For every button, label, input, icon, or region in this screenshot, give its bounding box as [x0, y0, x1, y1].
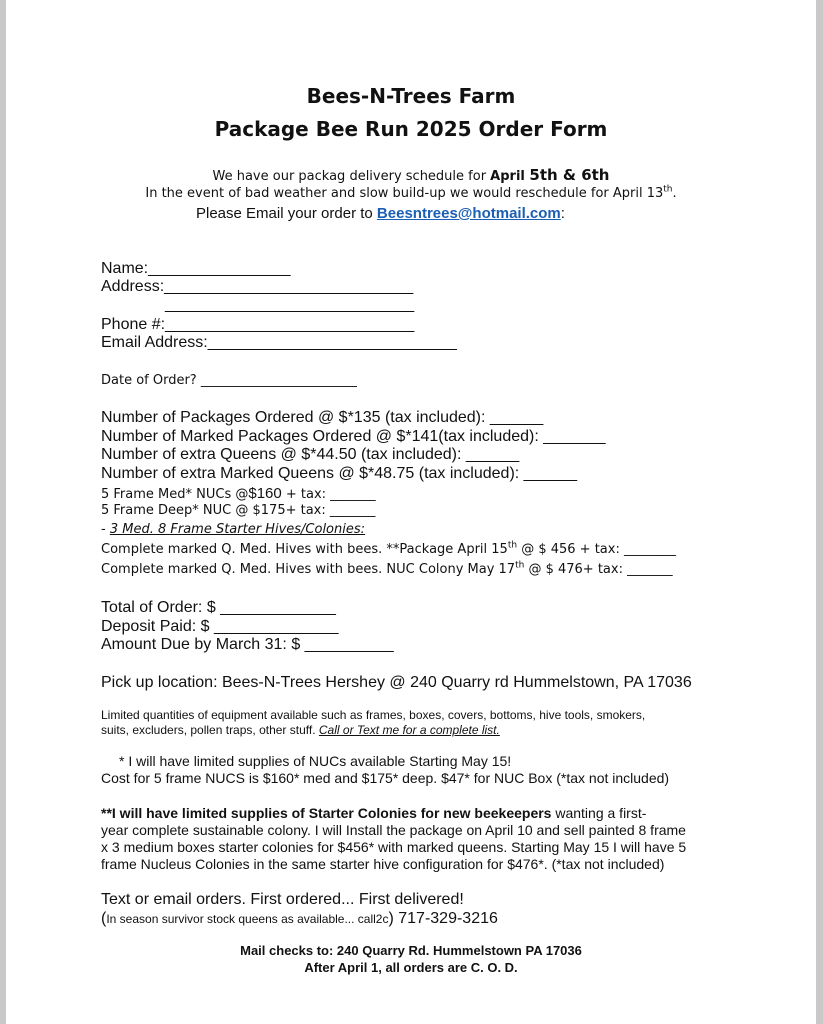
- schedule-text: We have our packag delivery schedule for: [212, 169, 491, 184]
- complete-nuc-text: Complete marked Q. Med. Hives with bees. NUC Colony May 17: [101, 562, 516, 577]
- nuc-med-line[interactable]: [101, 485, 376, 502]
- nuc-med-price: $160: [248, 485, 282, 502]
- starter-dash: -: [101, 522, 110, 537]
- delivery-schedule-line: [6, 166, 816, 184]
- phone-number[interactable]: ) 717-329-3216: [388, 910, 498, 927]
- email-order-text: Please Email your order to: [196, 205, 377, 222]
- equipment-line2: [101, 723, 500, 737]
- starter-hives-heading: [101, 522, 365, 537]
- complete-pkg-text: Complete marked Q. Med. Hives with bees. **Package April 15: [101, 542, 508, 557]
- reschedule-text: In the event of bad weather and slow build-up we would reschedule for April 13: [145, 186, 664, 201]
- starter-note-line4: frame Nucleus Colonies in the same starter hive configuration for $476*. (*tax not included): [101, 856, 665, 872]
- date-of-order-field[interactable]: Date of Order? ________________________: [101, 373, 357, 388]
- complete-nuc-hive-line[interactable]: [101, 562, 673, 577]
- complete-pkg-blank: @ $ 456 + tax: ________: [517, 542, 676, 557]
- mail-checks-line: Mail checks to: 240 Quarry Rd. Hummelstown PA 17036: [240, 943, 582, 958]
- address-field-line2[interactable]: ____________________________: [165, 296, 415, 313]
- season-open-paren: (: [101, 910, 107, 927]
- season-queens-phone: [101, 910, 498, 928]
- pickup-location: Pick up location: Bees-N-Trees Hershey @ 240 Quarry rd Hummelstown, PA 17036: [101, 674, 692, 691]
- starter-note-rest: wanting a first-: [551, 805, 647, 821]
- schedule-month: April: [490, 169, 530, 184]
- email-link[interactable]: Beesntrees@hotmail.com: [376, 205, 561, 222]
- starter-heading-text: 3 Med. 8 Frame Starter Hives/Colonies:: [109, 522, 366, 537]
- form-title-heading: [6, 117, 816, 141]
- total-of-order-field[interactable]: Total of Order: $ _____________: [101, 599, 336, 616]
- schedule-dates: 5th & 6th: [529, 166, 610, 184]
- nuc-med-blank: + tax: _______: [281, 487, 376, 502]
- packages-ordered-line[interactable]: Number of Packages Ordered @ $*135 (tax included): ______: [101, 409, 544, 426]
- form-title-suffix: Order Form: [471, 117, 608, 141]
- form-year: 2025: [415, 117, 472, 141]
- name-field[interactable]: Name:________________: [101, 260, 291, 277]
- farm-name-heading: Bees-N-Trees Farm: [306, 84, 516, 108]
- email-order-line: [196, 205, 565, 222]
- extra-marked-queens-line[interactable]: Number of extra Marked Queens @ $*48.75 (tax included): ______: [101, 465, 578, 482]
- phone-field[interactable]: Phone #:____________________________: [101, 316, 415, 333]
- equipment-line2-text: suits, excluders, pollen traps, other stuff.: [101, 723, 319, 737]
- nuc-med-text: 5 Frame Med* NUCs @: [101, 487, 249, 502]
- nuc-deep-line[interactable]: 5 Frame Deep* NUC @ $175+ tax: _______: [101, 503, 376, 518]
- starter-note-line2: year complete sustainable colony. I will Install the package on April 10 and sell painted 8 frame: [101, 822, 686, 838]
- reschedule-sup: th: [663, 184, 673, 195]
- email-order-colon: :: [560, 205, 565, 222]
- cod-line: After April 1, all orders are C. O. D.: [304, 960, 518, 975]
- starter-note-line1: [101, 805, 646, 821]
- complete-nuc-sup: th: [515, 560, 525, 571]
- starter-note-bold: **I will have limited supplies of Starter Colonies for new beekeepers: [101, 805, 552, 821]
- nuc-availability-note: * I will have limited supplies of NUCs available Starting May 15!: [119, 753, 512, 769]
- complete-pkg-sup: th: [507, 540, 518, 551]
- address-field[interactable]: Address:____________________________: [101, 278, 414, 295]
- order-form-page: [6, 0, 816, 1024]
- equipment-line1: Limited quantities of equipment available such as frames, boxes, covers, bottoms, hive tools, smokers,: [101, 708, 646, 722]
- complete-list-link[interactable]: Call or Text me for a complete list.: [318, 723, 500, 737]
- reschedule-suffix: .: [672, 186, 677, 201]
- deposit-paid-field[interactable]: Deposit Paid: $ ______________: [101, 618, 339, 635]
- email-address-field[interactable]: Email Address:____________________________: [101, 334, 457, 351]
- marked-packages-line[interactable]: Number of Marked Packages Ordered @ $*141(tax included): _______: [101, 428, 606, 445]
- complete-package-hive-line[interactable]: [101, 542, 676, 557]
- starter-note-line3: x 3 medium boxes starter colonies for $456* with marked queens. Starting May 15 I will have 5: [101, 839, 687, 855]
- season-queens-text: In season survivor stock queens as available... call2c: [106, 912, 389, 926]
- reschedule-line: [6, 186, 816, 201]
- nuc-cost-note: Cost for 5 frame NUCS is $160* med and $175* deep. $47* for NUC Box (*tax not included): [101, 770, 670, 786]
- complete-nuc-blank: @ $ 476+ tax: _______: [524, 562, 673, 577]
- amount-due-field[interactable]: Amount Due by March 31: $ __________: [101, 636, 394, 653]
- extra-queens-line[interactable]: Number of extra Queens @ $*44.50 (tax included): ______: [101, 446, 520, 463]
- form-title-prefix: Package Bee Run: [214, 117, 416, 141]
- text-email-orders: Text or email orders. First ordered... First delivered!: [101, 891, 464, 908]
